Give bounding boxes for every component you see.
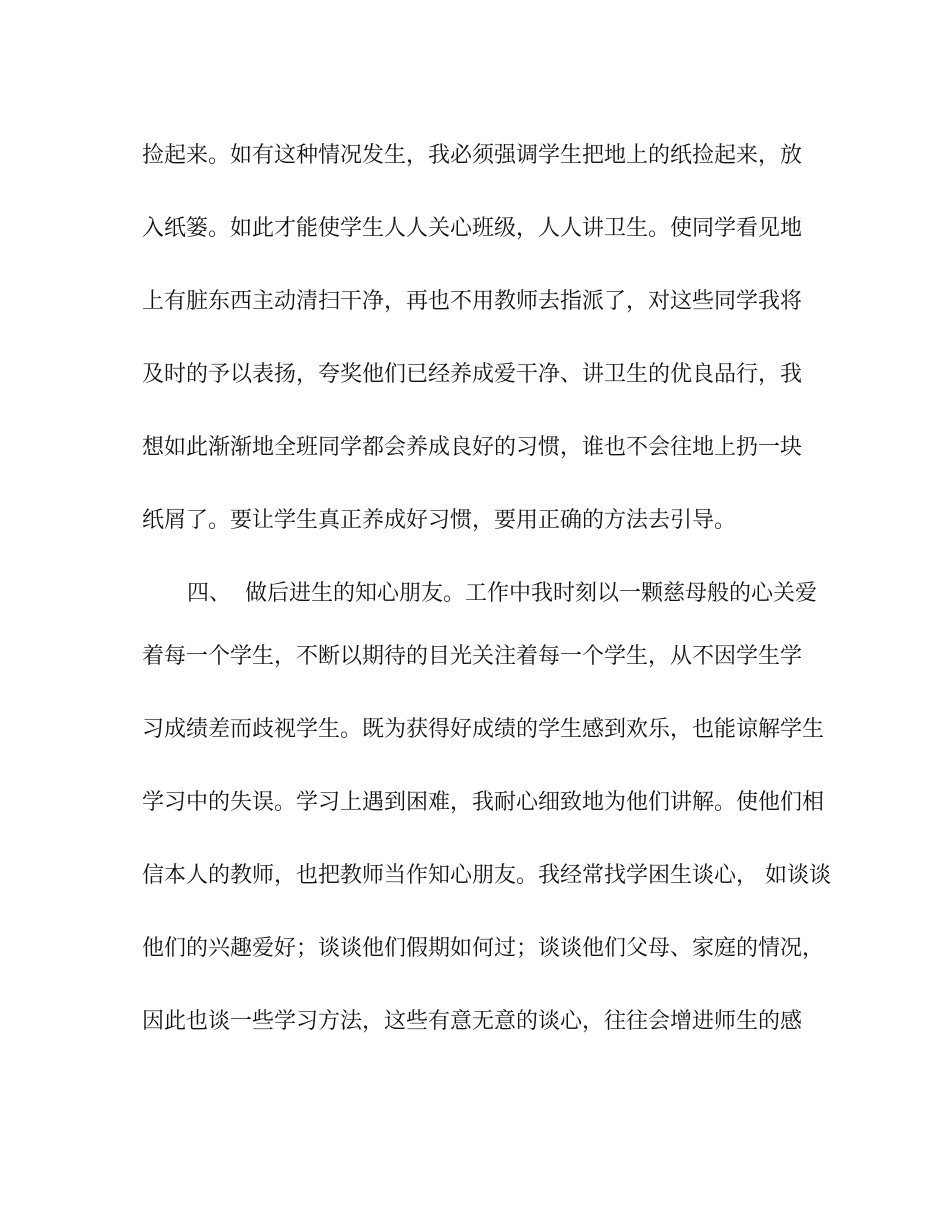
paragraph-line: 因此也谈一些学习方法，这些有意无意的谈心，往往会增进师生的感 <box>142 1009 803 1034</box>
paragraph-line: 着每一个学生，不断以期待的目光关注着每一个学生，从不因学生学 <box>142 644 803 669</box>
paragraph-line: 信本人的教师，也把教师当作知心朋友。我经常找学困生谈心， 如谈谈 <box>142 863 831 888</box>
section-heading-line: 四、 做后进生的知心朋友。工作中我时刻以一颗慈母般的心关爱 <box>187 581 817 606</box>
paragraph-line: 入纸篓。如此才能使学生人人关心班级，人人讲卫生。使同学看见地 <box>142 216 803 241</box>
paragraph-line: 习成绩差而歧视学生。既为获得好成绩的学生感到欢乐，也能谅解学生 <box>142 717 825 742</box>
paragraph-line: 想如此渐渐地全班同学都会养成良好的习惯，谁也不会往地上扔一块 <box>142 435 803 460</box>
paragraph-line: 学习中的失误。学习上遇到困难，我耐心细致地为他们讲解。使他们相 <box>142 790 825 815</box>
paragraph-line: 捡起来。如有这种情况发生，我必须强调学生把地上的纸捡起来，放 <box>142 143 803 168</box>
paragraph-line: 及时的予以表扬，夸奖他们已经养成爱干净、讲卫生的优良品行，我 <box>142 362 803 387</box>
paragraph-line: 上有脏东西主动清扫干净，再也不用教师去指派了，对这些同学我将 <box>142 289 803 314</box>
paragraph-line: 他们的兴趣爱好；谈谈他们假期如何过；谈谈他们父母、家庭的情况， <box>142 936 825 961</box>
paragraph-line: 纸屑了。要让学生真正养成好习惯，要用正确的方法去引导。 <box>142 508 737 533</box>
